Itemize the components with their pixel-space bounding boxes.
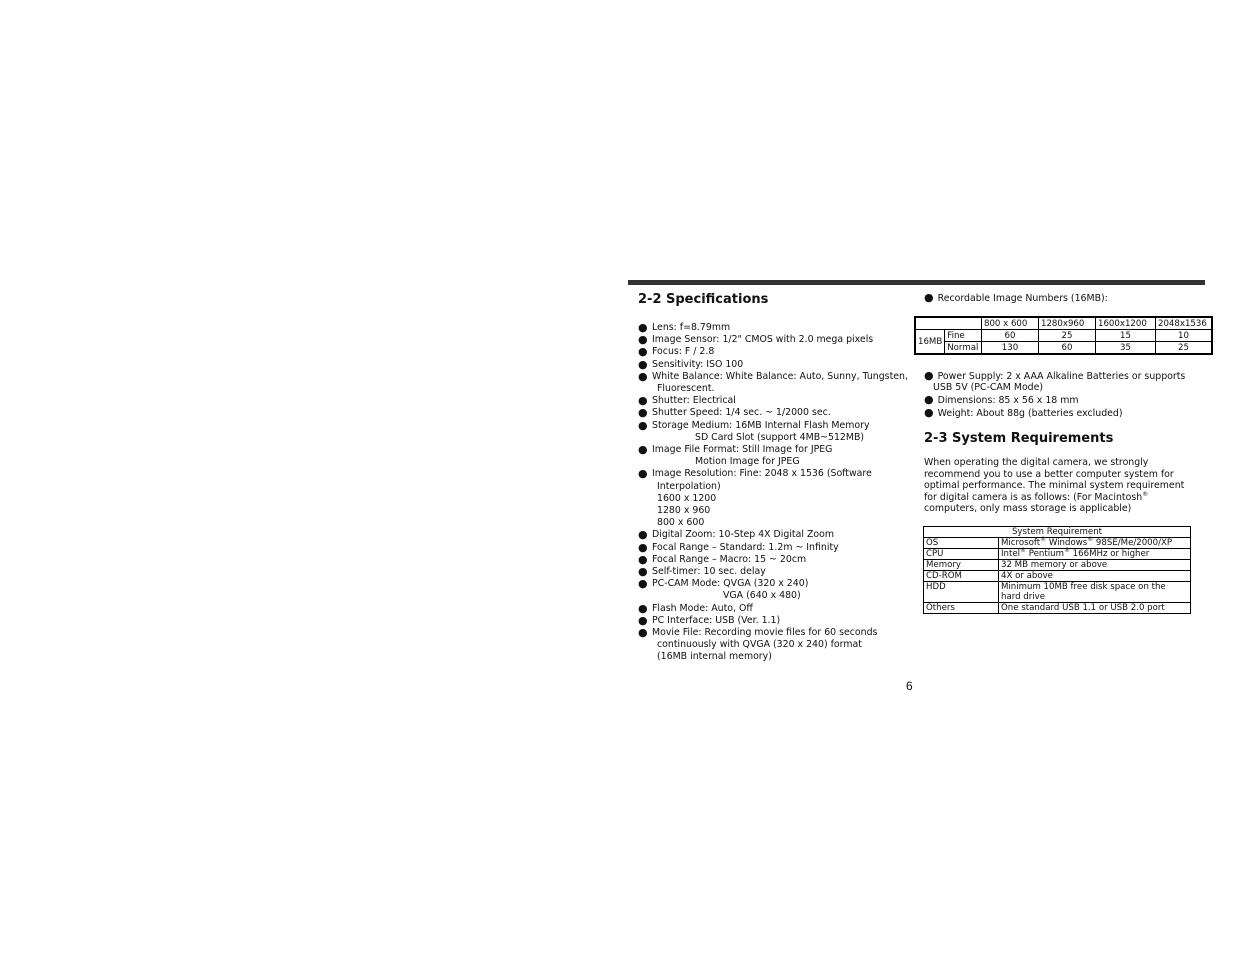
- table-cell: 60: [1039, 342, 1096, 355]
- bullet-icon: ●: [924, 393, 934, 406]
- paragraph-line: [924, 492, 1194, 504]
- registered-mark: ®: [1063, 547, 1070, 555]
- spec-item-text: 1600 x 1200: [657, 492, 717, 504]
- table-cell: 60: [982, 330, 1039, 342]
- section-heading-system-requirements: 2-3 System Requirements: [924, 431, 1114, 446]
- spec-item-text: Fluorescent.: [657, 383, 715, 395]
- bullet-icon: ●: [638, 357, 648, 371]
- table-title-cell: System Requirement: [924, 527, 1191, 538]
- hdd-text: hard drive: [1001, 592, 1046, 602]
- table-cell: 4X or above: [999, 571, 1191, 582]
- bullet-icon: ●: [638, 626, 648, 640]
- table-row: [924, 560, 1191, 571]
- paragraph-line-text: for digital camera is as follows: (For Macintosh: [924, 491, 1143, 503]
- paragraph-line: optimal performance. The minimal system requirement: [924, 480, 1185, 492]
- spec-item-text: 1280 x 960: [657, 505, 711, 517]
- specifications-list: [638, 322, 913, 664]
- spec-item-text: Storage Medium: 16MB Internal Flash Memory: [652, 419, 870, 431]
- hdd-text: Minimum 10MB free disk space on the: [1001, 582, 1166, 592]
- spec-item: [638, 627, 913, 664]
- table-cell: [999, 549, 1191, 560]
- paragraph-line: computers, only mass storage is applicable): [924, 503, 1132, 515]
- bullet-icon: ●: [638, 394, 648, 408]
- spec-item-text: SD Card Slot (support 4MB~512MB): [695, 431, 865, 443]
- cpu-text: 166MHz or higher: [1069, 549, 1150, 559]
- registered-mark: ®: [1040, 536, 1047, 544]
- spec-item: [638, 334, 913, 346]
- spec-item-text: continuously with QVGA (320 x 240) format: [657, 639, 862, 651]
- bullet-icon: ●: [638, 565, 648, 579]
- spec-item: [638, 444, 913, 468]
- registered-mark: ®: [1020, 547, 1027, 555]
- table-cell: 130: [982, 342, 1039, 355]
- spec-item-text: Image Sensor: 1/2" CMOS with 2.0 mega pixels: [652, 334, 874, 346]
- table-cell: 15: [1096, 330, 1156, 342]
- page-number: 6: [906, 679, 913, 693]
- bullet-icon: ●: [638, 345, 648, 359]
- os-text: 98SE/Me/2000/XP: [1093, 538, 1173, 548]
- spec-item-text: PC-CAM Mode: QVGA (320 x 240): [652, 578, 809, 590]
- spec-item-text: PC Interface: USB (Ver. 1.1): [652, 614, 781, 626]
- power-supply-text: Power Supply: 2 x AAA Alkaline Batteries or supports: [937, 371, 1186, 382]
- spec-item-text: (16MB internal memory): [657, 651, 772, 663]
- table-row: [924, 538, 1191, 549]
- table-row-label: Others: [924, 603, 999, 614]
- bullet-icon: ●: [924, 369, 934, 382]
- spec-item-text: Flash Mode: Auto, Off: [652, 602, 753, 614]
- table-row-label: Normal: [945, 342, 982, 355]
- spec-item: [638, 346, 913, 358]
- bullet-icon: ●: [638, 552, 648, 566]
- system-requirements-paragraph: [924, 457, 1194, 515]
- system-requirement-table: [923, 526, 1191, 614]
- bullet-icon: ●: [638, 418, 648, 432]
- weight-item: [924, 407, 1123, 420]
- spec-item: [638, 322, 913, 334]
- table-header-cell: 1600x1200: [1096, 317, 1156, 330]
- table-cell: 32 MB memory or above: [999, 560, 1191, 571]
- spec-item-text: VGA (640 x 480): [723, 590, 801, 602]
- spec-item-text: White Balance: White Balance: Auto, Sunny, Tungsten,: [652, 370, 908, 382]
- bullet-icon: ●: [638, 601, 648, 615]
- bullet-icon: ●: [924, 291, 934, 304]
- table-cell: 25: [1156, 342, 1213, 355]
- spec-item: [638, 407, 913, 419]
- cpu-text: Pentium: [1026, 549, 1064, 559]
- table-row-label: CD-ROM: [924, 571, 999, 582]
- recordable-image-numbers-label: [924, 292, 1108, 305]
- spec-item: [638, 603, 913, 615]
- spec-item-text: Focal Range – Standard: 1.2m ~ Infinity: [652, 541, 839, 553]
- dimensions-text: Dimensions: 85 x 56 x 18 mm: [937, 395, 1079, 406]
- spec-item: [638, 554, 913, 566]
- paragraph-line: recommend you to use a better computer system for: [924, 468, 1174, 480]
- spec-item: [638, 529, 913, 541]
- spec-item-text: Focal Range – Macro: 15 ~ 20cm: [652, 553, 807, 565]
- spec-item-text: Image File Format: Still Image for JPEG: [652, 444, 833, 456]
- recordable-label-text: Recordable Image Numbers (16MB):: [937, 293, 1108, 304]
- header-rule: [628, 280, 1205, 285]
- table-header-cell: 800 x 600: [982, 317, 1039, 330]
- table-cell: [999, 582, 1191, 603]
- spec-item: [638, 395, 913, 407]
- spec-item: [638, 566, 913, 578]
- bullet-icon: ●: [638, 467, 648, 481]
- os-text: Microsoft: [1001, 538, 1041, 548]
- bullet-icon: ●: [638, 443, 648, 457]
- spec-item: [638, 420, 913, 444]
- spec-item-text: Focus: F / 2.8: [652, 346, 715, 358]
- bullet-icon: ●: [638, 321, 648, 334]
- paragraph-line: When operating the digital camera, we strongly: [924, 457, 1149, 468]
- recordable-image-table: [914, 316, 1213, 355]
- spec-item-text: Self-timer: 10 sec. delay: [652, 566, 766, 578]
- table-row: [924, 582, 1191, 603]
- spec-item-text: Image Resolution: Fine: 2048 x 1536 (Software: [652, 468, 872, 480]
- table-cell: One standard USB 1.1 or USB 2.0 port: [999, 603, 1191, 614]
- spec-item: [638, 542, 913, 554]
- spec-item-text: Lens: f=8.79mm: [652, 322, 731, 333]
- table-header-cell: 1280x960: [1039, 317, 1096, 330]
- spec-item: [638, 578, 913, 602]
- table-row: [915, 330, 1212, 342]
- table-cell: [999, 538, 1191, 549]
- bullet-icon: ●: [638, 406, 648, 420]
- os-text: Windows: [1046, 538, 1088, 548]
- bullet-icon: ●: [638, 333, 648, 347]
- dimensions-item: [924, 394, 1079, 407]
- weight-text: Weight: About 88g (batteries excluded): [937, 408, 1123, 419]
- table-cell: 35: [1096, 342, 1156, 355]
- table-row: [915, 317, 1212, 330]
- cpu-text: Intel: [1001, 549, 1021, 559]
- spec-item-text: Shutter Speed: 1/4 sec. ~ 1/2000 sec.: [652, 407, 831, 419]
- table-row-label: HDD: [924, 582, 999, 603]
- spec-item-text: Motion Image for JPEG: [695, 456, 800, 468]
- table-row: [924, 527, 1191, 538]
- bullet-icon: ●: [638, 613, 648, 627]
- spec-item-text: Digital Zoom: 10-Step 4X Digital Zoom: [652, 529, 834, 541]
- table-row-label: OS: [924, 538, 999, 549]
- bullet-icon: ●: [924, 406, 934, 419]
- table-header-cell: 2048x1536: [1156, 317, 1213, 330]
- bullet-icon: ●: [638, 577, 648, 591]
- spec-item: [638, 615, 913, 627]
- table-cell-empty: [915, 317, 982, 330]
- spec-item: [638, 371, 913, 395]
- bullet-icon: ●: [638, 369, 648, 383]
- power-supply-continuation: USB 5V (PC-CAM Mode): [933, 382, 1044, 393]
- registered-mark: ®: [1142, 490, 1149, 498]
- table-row: [924, 571, 1191, 582]
- spec-item: [638, 359, 913, 371]
- table-row-label: Memory: [924, 560, 999, 571]
- spec-item-text: Interpolation): [657, 480, 721, 492]
- spec-item-text: Movie File: Recording movie files for 60 seconds: [652, 627, 878, 639]
- table-row-label: CPU: [924, 549, 999, 560]
- bullet-icon: ●: [638, 540, 648, 554]
- section-heading-specifications: 2-2 Specifications: [638, 292, 769, 307]
- table-cell: 10: [1156, 330, 1213, 342]
- spec-item: [638, 468, 913, 529]
- table-row: [924, 603, 1191, 614]
- spec-item-text: Shutter: Electrical: [652, 395, 736, 407]
- table-row-label: Fine: [945, 330, 982, 342]
- table-group-label: 16MB: [915, 330, 945, 355]
- spec-item-text: 800 x 600: [657, 517, 705, 529]
- table-cell: 25: [1039, 330, 1096, 342]
- registered-mark: ®: [1087, 536, 1094, 544]
- table-row: [915, 342, 1212, 355]
- spec-item-text: Sensitivity: ISO 100: [652, 358, 744, 370]
- bullet-icon: ●: [638, 528, 648, 542]
- table-row: [924, 549, 1191, 560]
